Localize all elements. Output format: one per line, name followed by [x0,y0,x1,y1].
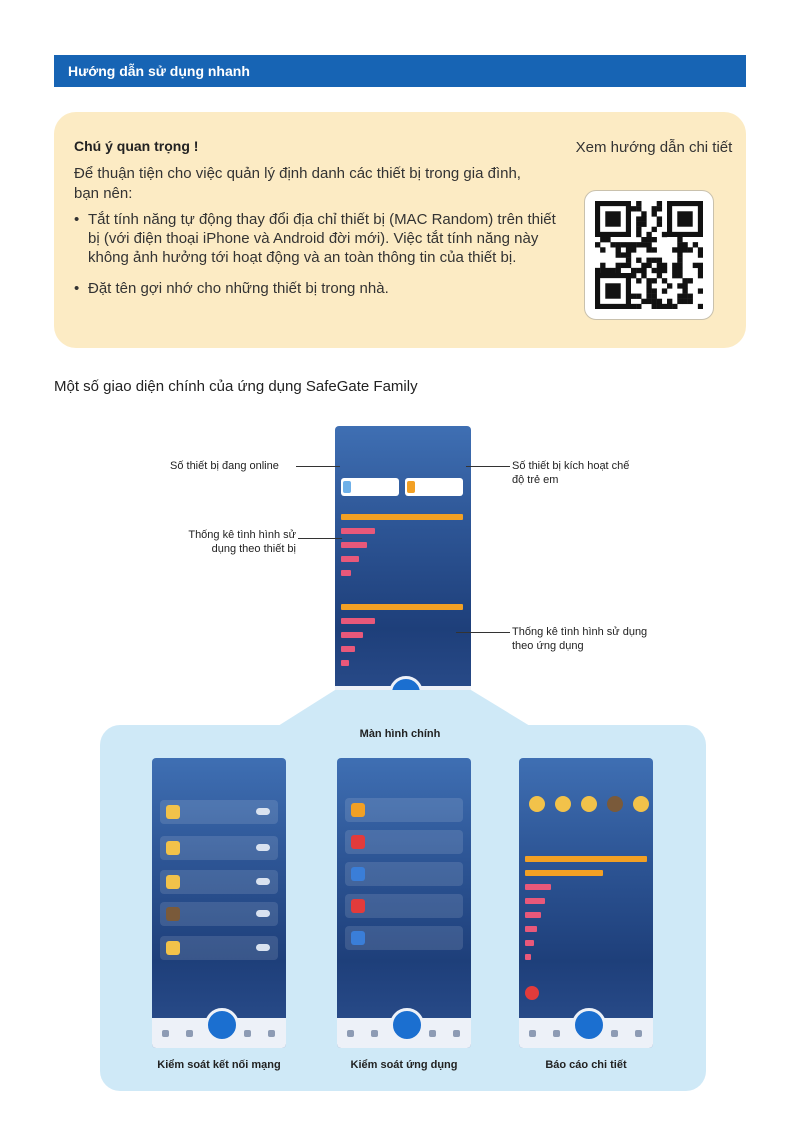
safegate-logo-icon[interactable] [205,1008,239,1042]
notice-intro: Để thuận tiện cho việc quản lý định danh các thiết bị trong gia đình, bạn nên: [74,165,521,202]
usage-bar [525,954,531,960]
callout-device-stats: Thống kê tình hình sử dụng theo thiết bị [188,529,296,555]
bottom-nav [337,1018,471,1048]
app-control-phone [337,758,471,1048]
youtube-icon [525,986,539,1000]
safegate-logo-icon[interactable] [572,1008,606,1042]
settings-nav-icon[interactable] [453,1030,460,1037]
section-header: Hướng dẫn sử dụng nhanh [54,55,746,87]
avatar[interactable] [529,796,545,812]
callout-app-stats: Thống kê tình hình sử dụng theo ứng dụng [512,626,648,652]
safegate-logo-icon[interactable] [390,1008,424,1042]
screens-intro: Một số giao diện chính của ứng dụng SafeGate Family [54,378,418,395]
avatar[interactable] [607,796,623,812]
bullet-glyph: • [74,280,80,297]
app-category-row[interactable] [345,830,463,854]
usage-bar [525,884,551,890]
usage-bar [525,856,647,862]
usage-bar [525,898,545,904]
settings-nav-icon[interactable] [268,1030,275,1037]
avatar[interactable] [633,796,649,812]
app-category-row[interactable] [345,798,463,822]
report-label: Báo cáo chi tiết [545,1059,627,1071]
device-nav-icon[interactable] [347,1030,354,1037]
device-row[interactable] [160,836,278,860]
notice-title: Chú ý quan trọng ! [74,138,199,154]
network-control-label: Kiểm soát kết nối mạng [157,1059,281,1071]
qr-caption: Xem hướng dẫn chi tiết [575,139,733,156]
network-control-phone [152,758,286,1048]
toggle-switch[interactable] [256,844,270,851]
device-row[interactable] [160,800,278,824]
toggle-switch[interactable] [256,944,270,951]
report-nav-icon[interactable] [429,1030,436,1037]
app-category-row[interactable] [345,926,463,950]
toggle-switch[interactable] [256,910,270,917]
callout-online-devices: Số thiết bị đang online [170,460,279,472]
bullet-text: Tắt tính năng tự động thay đổi địa chỉ thiết bị (MAC Random) trên thiết bị (với điện thoại iPhone và Android đời mới). Việc tắt tính năng này không ảnh hưởng tới hoạt động và an toàn thông tin của thiết bị. [88,211,556,266]
report-nav-icon[interactable] [611,1030,618,1037]
avatar[interactable] [581,796,597,812]
bottom-nav [152,1018,286,1048]
device-row[interactable] [160,936,278,960]
device-nav-icon[interactable] [162,1030,169,1037]
usage-bar [525,940,534,946]
bullet-glyph: • [74,211,80,228]
app-category-row[interactable] [345,862,463,886]
usage-bar [525,912,541,918]
report-nav-icon[interactable] [244,1030,251,1037]
callout-kid-mode: Số thiết bị kích hoạt chế độ trẻ em [512,460,630,486]
user-nav-icon[interactable] [553,1030,560,1037]
report-phone [519,758,653,1048]
app-control-label: Kiểm soát ứng dụng [350,1059,458,1071]
bullet-text: Đặt tên gợi nhớ cho những thiết bị trong nhà. [88,280,389,297]
settings-nav-icon[interactable] [635,1030,642,1037]
toggle-switch[interactable] [256,808,270,815]
usage-bar [525,926,537,932]
avatar[interactable] [555,796,571,812]
usage-bar [525,870,603,876]
main-screen-label: Màn hình chính [359,728,441,740]
device-row[interactable] [160,870,278,894]
toggle-switch[interactable] [256,878,270,885]
device-row[interactable] [160,902,278,926]
bottom-nav [519,1018,653,1048]
user-nav-icon[interactable] [186,1030,193,1037]
app-category-row[interactable] [345,894,463,918]
user-nav-icon[interactable] [371,1030,378,1037]
device-nav-icon[interactable] [529,1030,536,1037]
